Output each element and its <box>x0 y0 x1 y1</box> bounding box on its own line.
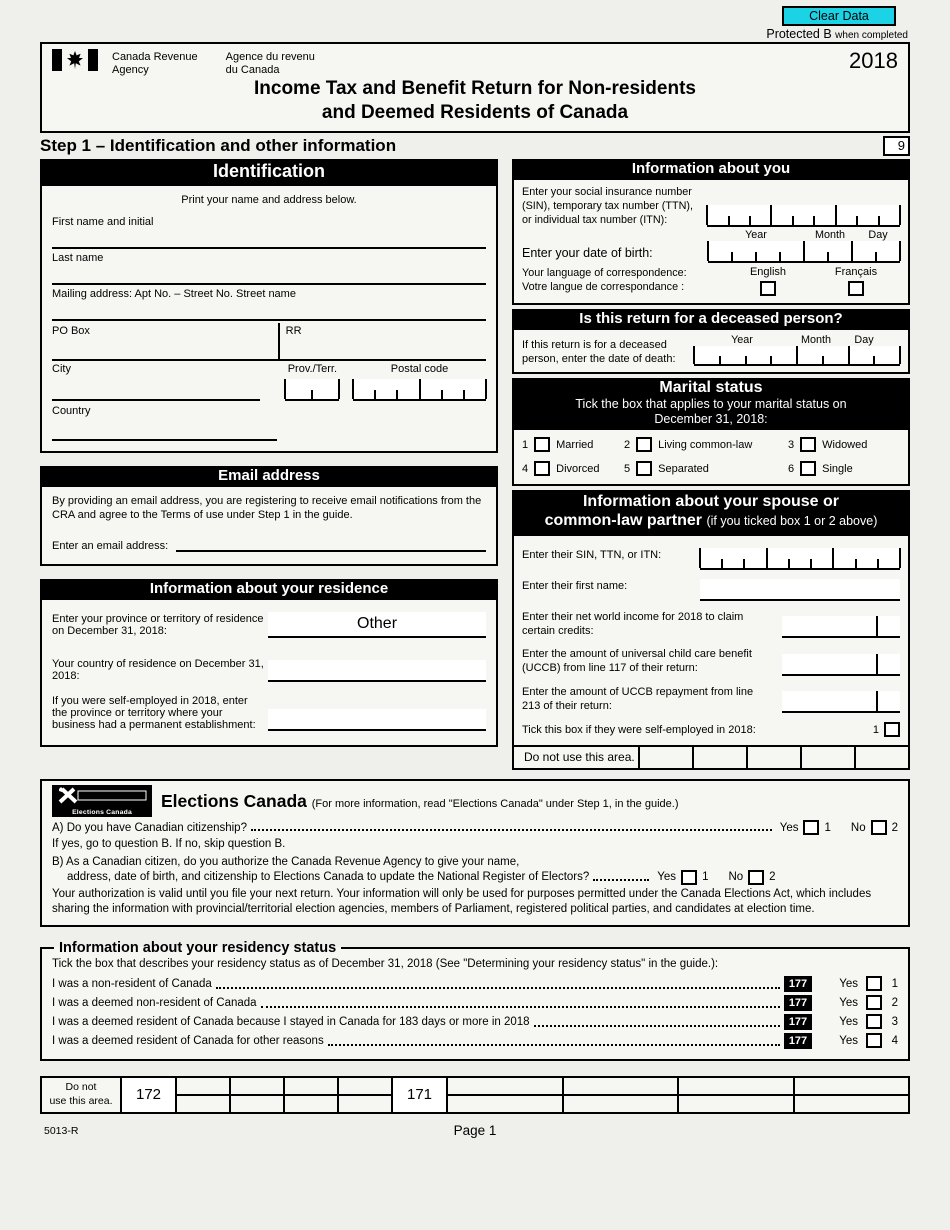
authorize-yes-checkbox[interactable] <box>681 870 697 885</box>
po-box-input[interactable] <box>52 337 278 351</box>
yes-number: 1 <box>824 821 831 834</box>
email-section <box>40 487 498 567</box>
option-number: 3 <box>788 438 795 451</box>
widowed-checkbox[interactable] <box>800 437 816 452</box>
line-177-badge: 177 <box>784 976 812 992</box>
first-name-input[interactable] <box>52 228 486 249</box>
elections-logo-caption: Elections Canada <box>72 809 132 817</box>
no-number: 2 <box>891 821 898 834</box>
elections-question-b-line1: B) As a Canadian citizen, do you authorize the Canada Revenue Agency to give your name, <box>52 855 520 868</box>
spouse-sin-input[interactable] <box>700 548 900 570</box>
admin-cell <box>679 1078 795 1112</box>
residency-row-deemed-resident-183 <box>52 1012 898 1031</box>
prov-terr-input[interactable] <box>285 379 339 401</box>
email-enter-label: Enter an email address: <box>52 540 169 553</box>
admin-cell <box>795 1078 909 1112</box>
dotted-leader <box>328 1044 780 1046</box>
sin-label: Enter your social insurance number (SIN), temporary tax number (TTN), or individual tax number (ITN): <box>522 185 693 226</box>
agency-name-en: Canada Revenue Agency <box>112 51 198 76</box>
marital-option-married <box>522 437 624 452</box>
elections-heading: Elections Canada (For more information, read "Elections Canada" under Step 1, in the guide.) <box>161 790 679 811</box>
citizenship-no-checkbox[interactable] <box>871 820 887 835</box>
masthead <box>40 42 910 133</box>
no-number: 2 <box>769 871 776 884</box>
bottom-do-not-use-label: Do not use this area. <box>42 1078 122 1112</box>
option-number: 4 <box>522 462 529 475</box>
admin-cell <box>339 1078 393 1112</box>
dotted-leader <box>534 1025 780 1027</box>
step1-heading: Step 1 – Identification and other information <box>40 135 397 155</box>
no-label: No <box>728 871 744 884</box>
option-number: 6 <box>788 462 795 475</box>
marital-option-common-law <box>624 437 788 452</box>
deceased-section <box>512 330 910 375</box>
residency-row-deemed-non-resident <box>52 993 898 1012</box>
elections-note: (For more information, read "Elections Canada" under Step 1, in the guide.) <box>311 797 679 810</box>
yes-number: 1 <box>702 871 709 884</box>
spouse-uccb-label: Enter the amount of universal child care benefit (UCCB) from line 117 of their return: <box>522 648 752 675</box>
spouse-section <box>512 536 910 771</box>
deemed-non-resident-checkbox[interactable] <box>866 995 882 1010</box>
admin-cell <box>285 1078 339 1112</box>
elections-disclaimer: Your authorization is valid until you file your next return. Your information will only be used for purposes permitted under the Canada Elections Act, which includes sharing the information with provincial/territorial election agencies, members of Parliament, registered political parties, and candidates at election time. <box>52 887 872 915</box>
admin-cell <box>638 747 692 768</box>
yes-label: Yes <box>657 871 677 884</box>
dob-label: Enter your date of birth: <box>522 245 653 260</box>
line-177-badge: 177 <box>784 995 812 1011</box>
elections-canada-section <box>40 779 910 927</box>
yes-label: Yes <box>839 996 858 1009</box>
option-label: Single <box>822 462 853 475</box>
elections-canada-logo <box>52 785 152 817</box>
english-checkbox[interactable] <box>760 281 776 296</box>
agency-name-fr: Agence du revenu du Canada <box>225 51 315 76</box>
marital-option-widowed <box>788 437 900 452</box>
yes-label: Yes <box>779 821 799 834</box>
common-law-checkbox[interactable] <box>636 437 652 452</box>
residence-province-label: Enter your province or territory of residence on December 31, 2018: <box>52 613 264 638</box>
page-number: Page 1 <box>453 1123 497 1139</box>
separated-checkbox[interactable] <box>636 461 652 476</box>
dotted-leader <box>593 879 649 881</box>
code-171-cell: 171 <box>393 1078 448 1112</box>
last-name-label: Last name <box>52 251 104 264</box>
residency-row-label: I was a non-resident of Canada <box>52 977 212 990</box>
residency-instruction: Tick the box that describes your residency status as of December 31, 2018 (See "Determining your residency status" in the guide.): <box>52 958 719 971</box>
row-number: 2 <box>891 996 898 1009</box>
francais-label: Français <box>834 265 878 278</box>
rr-label: RR <box>285 324 302 337</box>
elections-question-a: A) Do you have Canadian citizenship? <box>52 821 247 834</box>
deemed-resident-other-checkbox[interactable] <box>866 1033 882 1048</box>
residence-country-input[interactable] <box>268 660 486 682</box>
city-input[interactable] <box>52 375 260 401</box>
option-label: Divorced <box>556 462 600 475</box>
marital-option-single <box>788 461 900 476</box>
about-you-header: Information about you <box>512 159 910 180</box>
dotted-leader <box>261 1006 780 1008</box>
yes-label: Yes <box>839 1015 858 1028</box>
residency-row-non-resident <box>52 974 898 993</box>
option-label: Living common-law <box>658 438 753 451</box>
option-label: Married <box>556 438 594 451</box>
mailing-address-input[interactable] <box>52 300 486 321</box>
spouse-net-income-label: Enter their net world income for 2018 to claim certain credits: <box>522 610 744 637</box>
spouse-uccb-repay-label: Enter the amount of UCCB repayment from line 213 of their return: <box>522 685 754 713</box>
print-note: Print your name and address below. <box>181 193 357 206</box>
marital-status-section <box>512 430 910 486</box>
row-number: 3 <box>891 1015 898 1028</box>
country-label: Country <box>52 404 91 417</box>
admin-cell <box>692 747 746 768</box>
elections-question-b-line2: address, date of birth, and citizenship to Elections Canada to update the National Register of Electors? <box>67 871 590 884</box>
residency-row-label: I was a deemed resident of Canada for other reasons <box>52 1034 324 1047</box>
city-label: City <box>52 362 71 375</box>
option-label: Widowed <box>822 438 868 451</box>
divorced-checkbox[interactable] <box>534 461 550 476</box>
non-resident-checkbox[interactable] <box>866 976 882 991</box>
email-header: Email address <box>40 466 498 487</box>
language-label: Your language of correspondence: Votre langue de correspondance : <box>522 266 687 293</box>
no-label: No <box>850 821 866 834</box>
option-label: Separated <box>658 462 709 475</box>
clear-data-button[interactable]: Clear Data <box>782 6 896 26</box>
dob-ymd-labels: Year Month Day <box>745 228 888 241</box>
deceased-header: Is this return for a deceased person? <box>512 309 910 330</box>
residence-establishment-input[interactable] <box>268 709 486 731</box>
prov-terr-label: Prov./Terr. <box>287 362 338 375</box>
francais-checkbox[interactable] <box>848 281 864 296</box>
marital-option-separated <box>624 461 788 476</box>
english-label: English <box>749 265 787 278</box>
deemed-resident-183-checkbox[interactable] <box>866 1014 882 1029</box>
married-checkbox[interactable] <box>534 437 550 452</box>
email-input[interactable] <box>176 536 486 552</box>
option-number: 5 <box>624 462 631 475</box>
deceased-label: If this return is for a deceased person, enter the date of death: <box>522 338 676 366</box>
residence-province-input[interactable]: Other <box>268 612 486 638</box>
spouse-first-name-label: Enter their first name: <box>522 579 628 592</box>
admin-cell <box>800 747 854 768</box>
when-completed-text: when completed <box>835 30 908 41</box>
dotted-leader <box>251 829 772 831</box>
about-you-section <box>512 180 910 305</box>
spouse-uccb-input[interactable] <box>782 654 900 676</box>
spouse-uccb-repay-input[interactable] <box>782 691 900 713</box>
form-title: Income Tax and Benefit Return for Non-residents and Deemed Residents of Canada <box>254 78 696 124</box>
admin-cell <box>231 1078 285 1112</box>
option-number: 1 <box>522 438 529 451</box>
spouse-self-employed-number: 1 <box>872 723 879 736</box>
protected-b-text: Protected B <box>766 27 832 41</box>
marital-status-header: Marital status Tick the box that applies to your marital status on December 31, 2018: <box>512 378 910 430</box>
spouse-sin-label: Enter their SIN, TTN, or ITN: <box>522 548 662 561</box>
postal-code-label: Postal code <box>390 362 449 375</box>
bottom-admin-table <box>40 1076 910 1114</box>
mailing-address-label: Mailing address: Apt No. – Street No. Street name <box>52 287 296 300</box>
first-name-label: First name and initial <box>52 215 154 228</box>
option-number: 2 <box>624 438 631 451</box>
admin-cell <box>448 1078 564 1112</box>
form-sheet <box>40 42 910 1141</box>
residence-header: Information about your residence <box>40 579 498 600</box>
residency-row-label: I was a deemed non-resident of Canada <box>52 996 257 1009</box>
form-code: 5013-R <box>44 1125 79 1138</box>
identification-section <box>40 186 498 453</box>
last-name-input[interactable] <box>52 264 486 285</box>
residency-row-label: I was a deemed resident of Canada because I stayed in Canada for 183 days or more in 2018 <box>52 1015 530 1028</box>
deceased-ymd-labels: Year Month Day <box>731 333 874 346</box>
citizenship-yes-checkbox[interactable] <box>803 820 819 835</box>
admin-cell <box>564 1078 680 1112</box>
page-footer <box>40 1123 910 1141</box>
postal-code-input[interactable] <box>353 379 486 401</box>
rr-input[interactable] <box>286 337 486 351</box>
spouse-net-income-input[interactable] <box>782 616 900 638</box>
country-input[interactable] <box>52 417 277 441</box>
canada-flag-icon <box>52 49 98 71</box>
identification-header: Identification <box>40 159 498 186</box>
authorize-no-checkbox[interactable] <box>748 870 764 885</box>
do-not-use-label: Do not use this area. <box>524 750 635 765</box>
po-box-label: PO Box <box>52 324 90 337</box>
spouse-self-employed-checkbox[interactable] <box>884 722 900 737</box>
spouse-header: Information about your spouse or common-law partner (if you ticked box 1 or 2 above) <box>512 490 910 535</box>
residency-row-deemed-resident-other <box>52 1031 898 1050</box>
code-box-9: 9 <box>883 136 910 156</box>
code-172-cell: 172 <box>122 1078 177 1112</box>
elections-if-yes-text: If yes, go to question B. If no, skip question B. <box>52 838 286 851</box>
sin-input[interactable] <box>707 205 900 227</box>
row-number: 1 <box>891 977 898 990</box>
date-of-death-input[interactable] <box>694 346 900 366</box>
admin-cell <box>854 747 908 768</box>
spouse-self-employed-label: Tick this box if they were self-employed in 2018: <box>522 723 756 736</box>
residence-establishment-label: If you were self-employed in 2018, enter the province or territory where your business had a permanent establishment: <box>52 695 256 732</box>
yes-label: Yes <box>839 1034 858 1047</box>
email-consent-text: By providing an email address, you are registering to receive email notifications from the CRA and agree to the Terms of use under Step 1 in the guide. <box>52 494 482 522</box>
dotted-leader <box>216 987 780 989</box>
residence-section <box>40 600 498 747</box>
spouse-first-name-input[interactable] <box>700 579 900 601</box>
yes-label: Yes <box>839 977 858 990</box>
protected-b-label <box>766 27 908 41</box>
admin-cell <box>746 747 800 768</box>
row-number: 4 <box>891 1034 898 1047</box>
single-checkbox[interactable] <box>800 461 816 476</box>
dob-input[interactable] <box>708 241 900 263</box>
residency-status-section <box>40 940 910 1061</box>
line-177-badge: 177 <box>784 1014 812 1030</box>
tax-year: 2018 <box>849 48 898 73</box>
marital-option-divorced <box>522 461 624 476</box>
do-not-use-strip <box>514 745 908 768</box>
admin-cell <box>177 1078 231 1112</box>
residency-status-title: Information about your residency status <box>59 940 337 957</box>
residence-country-label: Your country of residence on December 31, 2018: <box>52 658 264 683</box>
line-177-badge: 177 <box>784 1033 812 1049</box>
